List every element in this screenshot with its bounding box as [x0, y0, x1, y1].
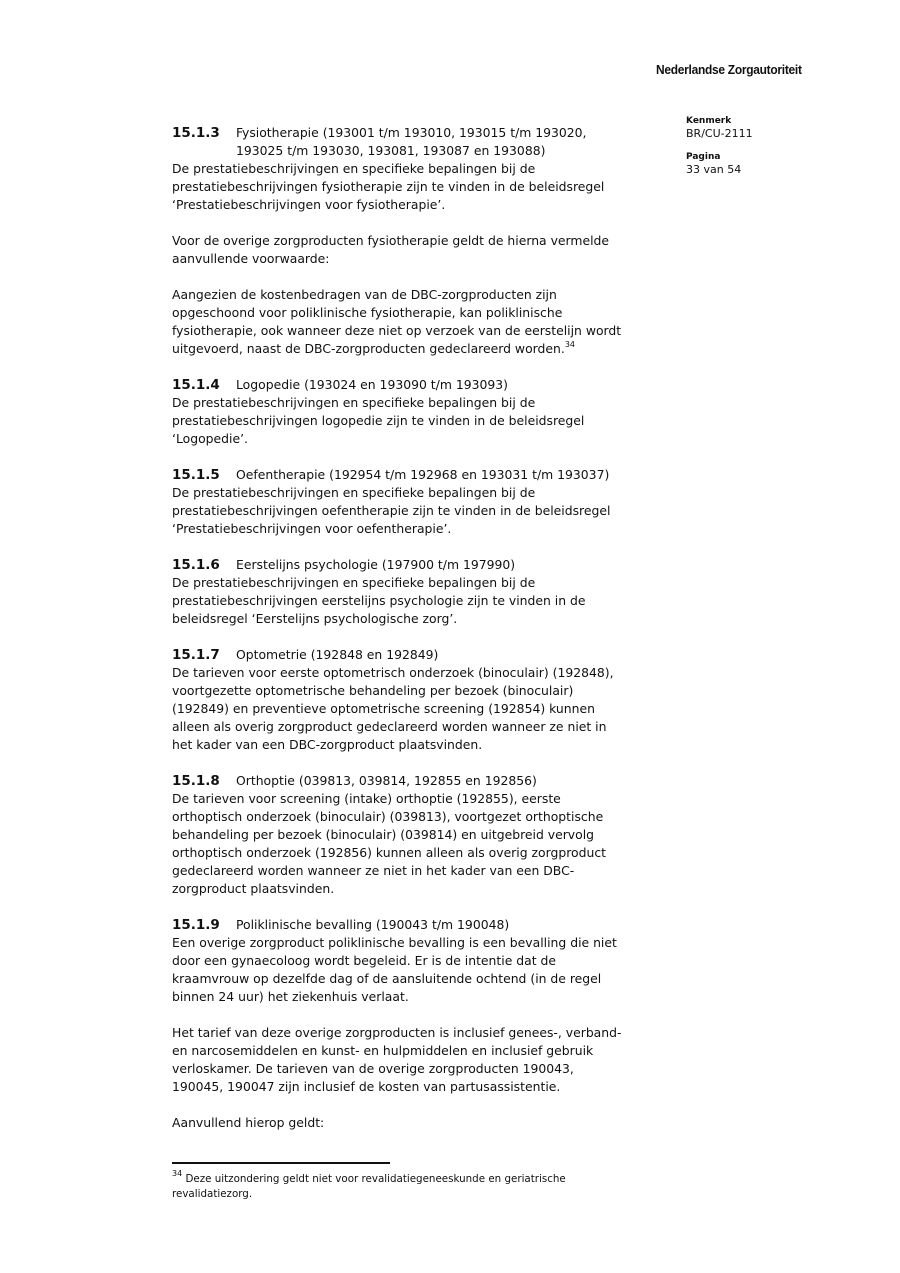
paragraph-text: kraamvrouw op dezelfde dag of de aansluitende ochtend (in de regel — [172, 971, 602, 986]
paragraph-line — [172, 880, 692, 898]
section-title: Orthoptie (039813, 039814, 192855 en 192856) — [236, 773, 537, 788]
pagina-value: 33 van 54 — [686, 163, 742, 176]
section-heading-line — [172, 646, 692, 664]
paragraph-line — [172, 736, 692, 754]
paragraph-line — [172, 970, 692, 988]
section-heading-line — [172, 916, 692, 934]
paragraph-text: binnen 24 uur) het ziekenhuis verlaat. — [172, 989, 409, 1004]
paragraph-line — [172, 862, 692, 880]
paragraph-line — [172, 232, 692, 250]
paragraph-text: Het tarief van deze overige zorgproducten is inclusief genees-, verband- — [172, 1025, 622, 1040]
section-number: 15.1.3 — [172, 125, 220, 141]
paragraph-line — [172, 340, 692, 358]
paragraph-line — [172, 682, 692, 700]
paragraph-text: Een overige zorgproduct poliklinische bevalling is een bevalling die niet — [172, 935, 617, 950]
kenmerk-label: Kenmerk — [686, 116, 732, 126]
paragraph-text: het kader van een DBC-zorgproduct plaatsvinden. — [172, 737, 483, 752]
blank-line — [172, 538, 692, 556]
paragraph-line — [172, 1042, 692, 1060]
paragraph-text: ‘Prestatiebeschrijvingen voor oefentherapie’. — [172, 521, 452, 536]
paragraph-text: De prestatiebeschrijvingen en specifieke bepalingen bij de — [172, 575, 536, 590]
paragraph-line — [172, 718, 692, 736]
paragraph-line — [172, 394, 692, 412]
paragraph-line — [172, 196, 692, 214]
footnote-number: 34 — [172, 1169, 183, 1178]
paragraph-text: uitgevoerd, naast de DBC-zorgproducten gedeclareerd worden. — [172, 341, 565, 356]
paragraph-line — [172, 934, 692, 952]
blank-line — [172, 448, 692, 466]
paragraph-text: gedeclareerd worden wanneer ze niet in het kader van een DBC- — [172, 863, 575, 878]
section-title: Optometrie (192848 en 192849) — [236, 647, 439, 662]
section-heading-line — [172, 466, 692, 484]
paragraph-text: verloskamer. De tarieven van de overige zorgproducten 190043, — [172, 1061, 574, 1076]
footnote-reference: 34 — [564, 340, 575, 349]
paragraph-line — [172, 826, 692, 844]
paragraph-line — [172, 808, 692, 826]
paragraph-line — [172, 160, 692, 178]
footnote — [172, 1169, 566, 1202]
section-title: Poliklinische bevalling (190043 t/m 190048) — [236, 917, 510, 932]
paragraph-text: Aanvullend hierop geldt: — [172, 1115, 325, 1130]
section-heading-line — [172, 556, 692, 574]
paragraph-text: aanvullende voorwaarde: — [172, 251, 330, 266]
section-title: Oefentherapie (192954 t/m 192968 en 193031 t/m 193037) — [236, 467, 610, 482]
paragraph-line — [172, 484, 692, 502]
section-number: 15.1.6 — [172, 557, 220, 573]
section-number: 15.1.5 — [172, 467, 220, 483]
paragraph-text: fysiotherapie, ook wanneer deze niet op verzoek van de eerstelijn wordt — [172, 323, 622, 338]
blank-line — [172, 1096, 692, 1114]
section-number: 15.1.8 — [172, 773, 220, 789]
paragraph-text: ‘Logopedie’. — [172, 431, 248, 446]
footnote-divider — [172, 1162, 390, 1164]
paragraph-line — [172, 250, 692, 268]
blank-line — [172, 1006, 692, 1024]
pagina-label: Pagina — [686, 152, 721, 162]
paragraph-text: Voor de overige zorgproducten fysiotherapie geldt de hierna vermelde — [172, 233, 610, 248]
blank-line — [172, 628, 692, 646]
paragraph-text: prestatiebeschrijvingen fysiotherapie zijn te vinden in de beleidsregel — [172, 179, 605, 194]
section-heading-line — [172, 772, 692, 790]
paragraph-text: orthoptisch onderzoek (binoculair) (039813), voortgezet orthoptische — [172, 809, 604, 824]
paragraph-line — [172, 988, 692, 1006]
section-title: Fysiotherapie (193001 t/m 193010, 193015 t/m 193020, — [236, 125, 587, 140]
paragraph-line — [172, 502, 692, 520]
blank-line — [172, 214, 692, 232]
organization-name: Nederlandse Zorgautoriteit — [656, 62, 802, 77]
paragraph-line — [172, 952, 692, 970]
blank-line — [172, 358, 692, 376]
paragraph-text: De prestatiebeschrijvingen en specifieke bepalingen bij de — [172, 161, 536, 176]
paragraph-text: De tarieven voor eerste optometrisch onderzoek (binoculair) (192848), — [172, 665, 614, 680]
paragraph-line — [172, 1060, 692, 1078]
paragraph-line — [172, 574, 692, 592]
footnote-text: Deze uitzondering geldt niet voor revalidatiegeneeskunde en geriatrische — [185, 1173, 566, 1185]
blank-line — [172, 268, 692, 286]
paragraph-line — [172, 1024, 692, 1042]
paragraph-text: door een gynaecoloog wordt begeleid. Er is de intentie dat de — [172, 953, 557, 968]
paragraph-text: (192849) en preventieve optometrische screening (192854) kunnen — [172, 701, 595, 716]
kenmerk-value: BR/CU-2111 — [686, 127, 753, 140]
paragraph-text: prestatiebeschrijvingen eerstelijns psychologie zijn te vinden in de — [172, 593, 586, 608]
paragraph-text: alleen als overig zorgproduct gedeclareerd worden wanneer ze niet in — [172, 719, 607, 734]
paragraph-line — [172, 664, 692, 682]
paragraph-text: opgeschoond voor poliklinische fysiotherapie, kan poliklinische — [172, 305, 563, 320]
paragraph-line — [172, 412, 692, 430]
paragraph-text: prestatiebeschrijvingen oefentherapie zijn te vinden in de beleidsregel — [172, 503, 611, 518]
section-number: 15.1.9 — [172, 917, 220, 933]
paragraph-text: zorgproduct plaatsvinden. — [172, 881, 335, 896]
section-number: 15.1.7 — [172, 647, 220, 663]
paragraph-line — [172, 286, 692, 304]
paragraph-line — [172, 178, 692, 196]
section-title: Logopedie (193024 en 193090 t/m 193093) — [236, 377, 508, 392]
paragraph-text: voortgezette optometrische behandeling per bezoek (binoculair) — [172, 683, 574, 698]
paragraph-text: ‘Prestatiebeschrijvingen voor fysiotherapie’. — [172, 197, 446, 212]
blank-line — [172, 898, 692, 916]
footnote-text: revalidatiezorg. — [172, 1188, 253, 1200]
section-heading-line — [172, 142, 692, 160]
paragraph-line — [172, 520, 692, 538]
paragraph-line — [172, 610, 692, 628]
paragraph-line — [172, 322, 692, 340]
paragraph-line — [172, 844, 692, 862]
paragraph-text: De prestatiebeschrijvingen en specifieke bepalingen bij de — [172, 485, 536, 500]
paragraph-text: en narcosemiddelen en kunst- en hulpmiddelen en inclusief gebruik — [172, 1043, 594, 1058]
paragraph-line — [172, 430, 692, 448]
paragraph-text: Aangezien de kostenbedragen van de DBC-zorgproducten zijn — [172, 287, 557, 302]
section-heading-line — [172, 124, 692, 142]
section-number: 15.1.4 — [172, 377, 220, 393]
paragraph-line — [172, 592, 692, 610]
paragraph-text: 190045, 190047 zijn inclusief de kosten van partusassistentie. — [172, 1079, 561, 1094]
paragraph-text: behandeling per bezoek (binoculair) (039814) en uitgebreid vervolg — [172, 827, 595, 842]
paragraph-text: De prestatiebeschrijvingen en specifieke bepalingen bij de — [172, 395, 536, 410]
paragraph-line — [172, 700, 692, 718]
paragraph-text: De tarieven voor screening (intake) orthoptie (192855), eerste — [172, 791, 561, 806]
paragraph-text: orthoptisch onderzoek (192856) kunnen alleen als overig zorgproduct — [172, 845, 607, 860]
paragraph-line — [172, 304, 692, 322]
paragraph-line — [172, 790, 692, 808]
paragraph-text: prestatiebeschrijvingen logopedie zijn te vinden in de beleidsregel — [172, 413, 585, 428]
paragraph-line — [172, 1114, 692, 1132]
section-title: 193025 t/m 193030, 193081, 193087 en 193088) — [236, 143, 546, 158]
paragraph-text: beleidsregel ‘Eerstelijns psychologische zorg’. — [172, 611, 458, 626]
document-body — [172, 124, 692, 1132]
section-title: Eerstelijns psychologie (197900 t/m 197990) — [236, 557, 516, 572]
blank-line — [172, 754, 692, 772]
paragraph-line — [172, 1078, 692, 1096]
section-heading-line — [172, 376, 692, 394]
